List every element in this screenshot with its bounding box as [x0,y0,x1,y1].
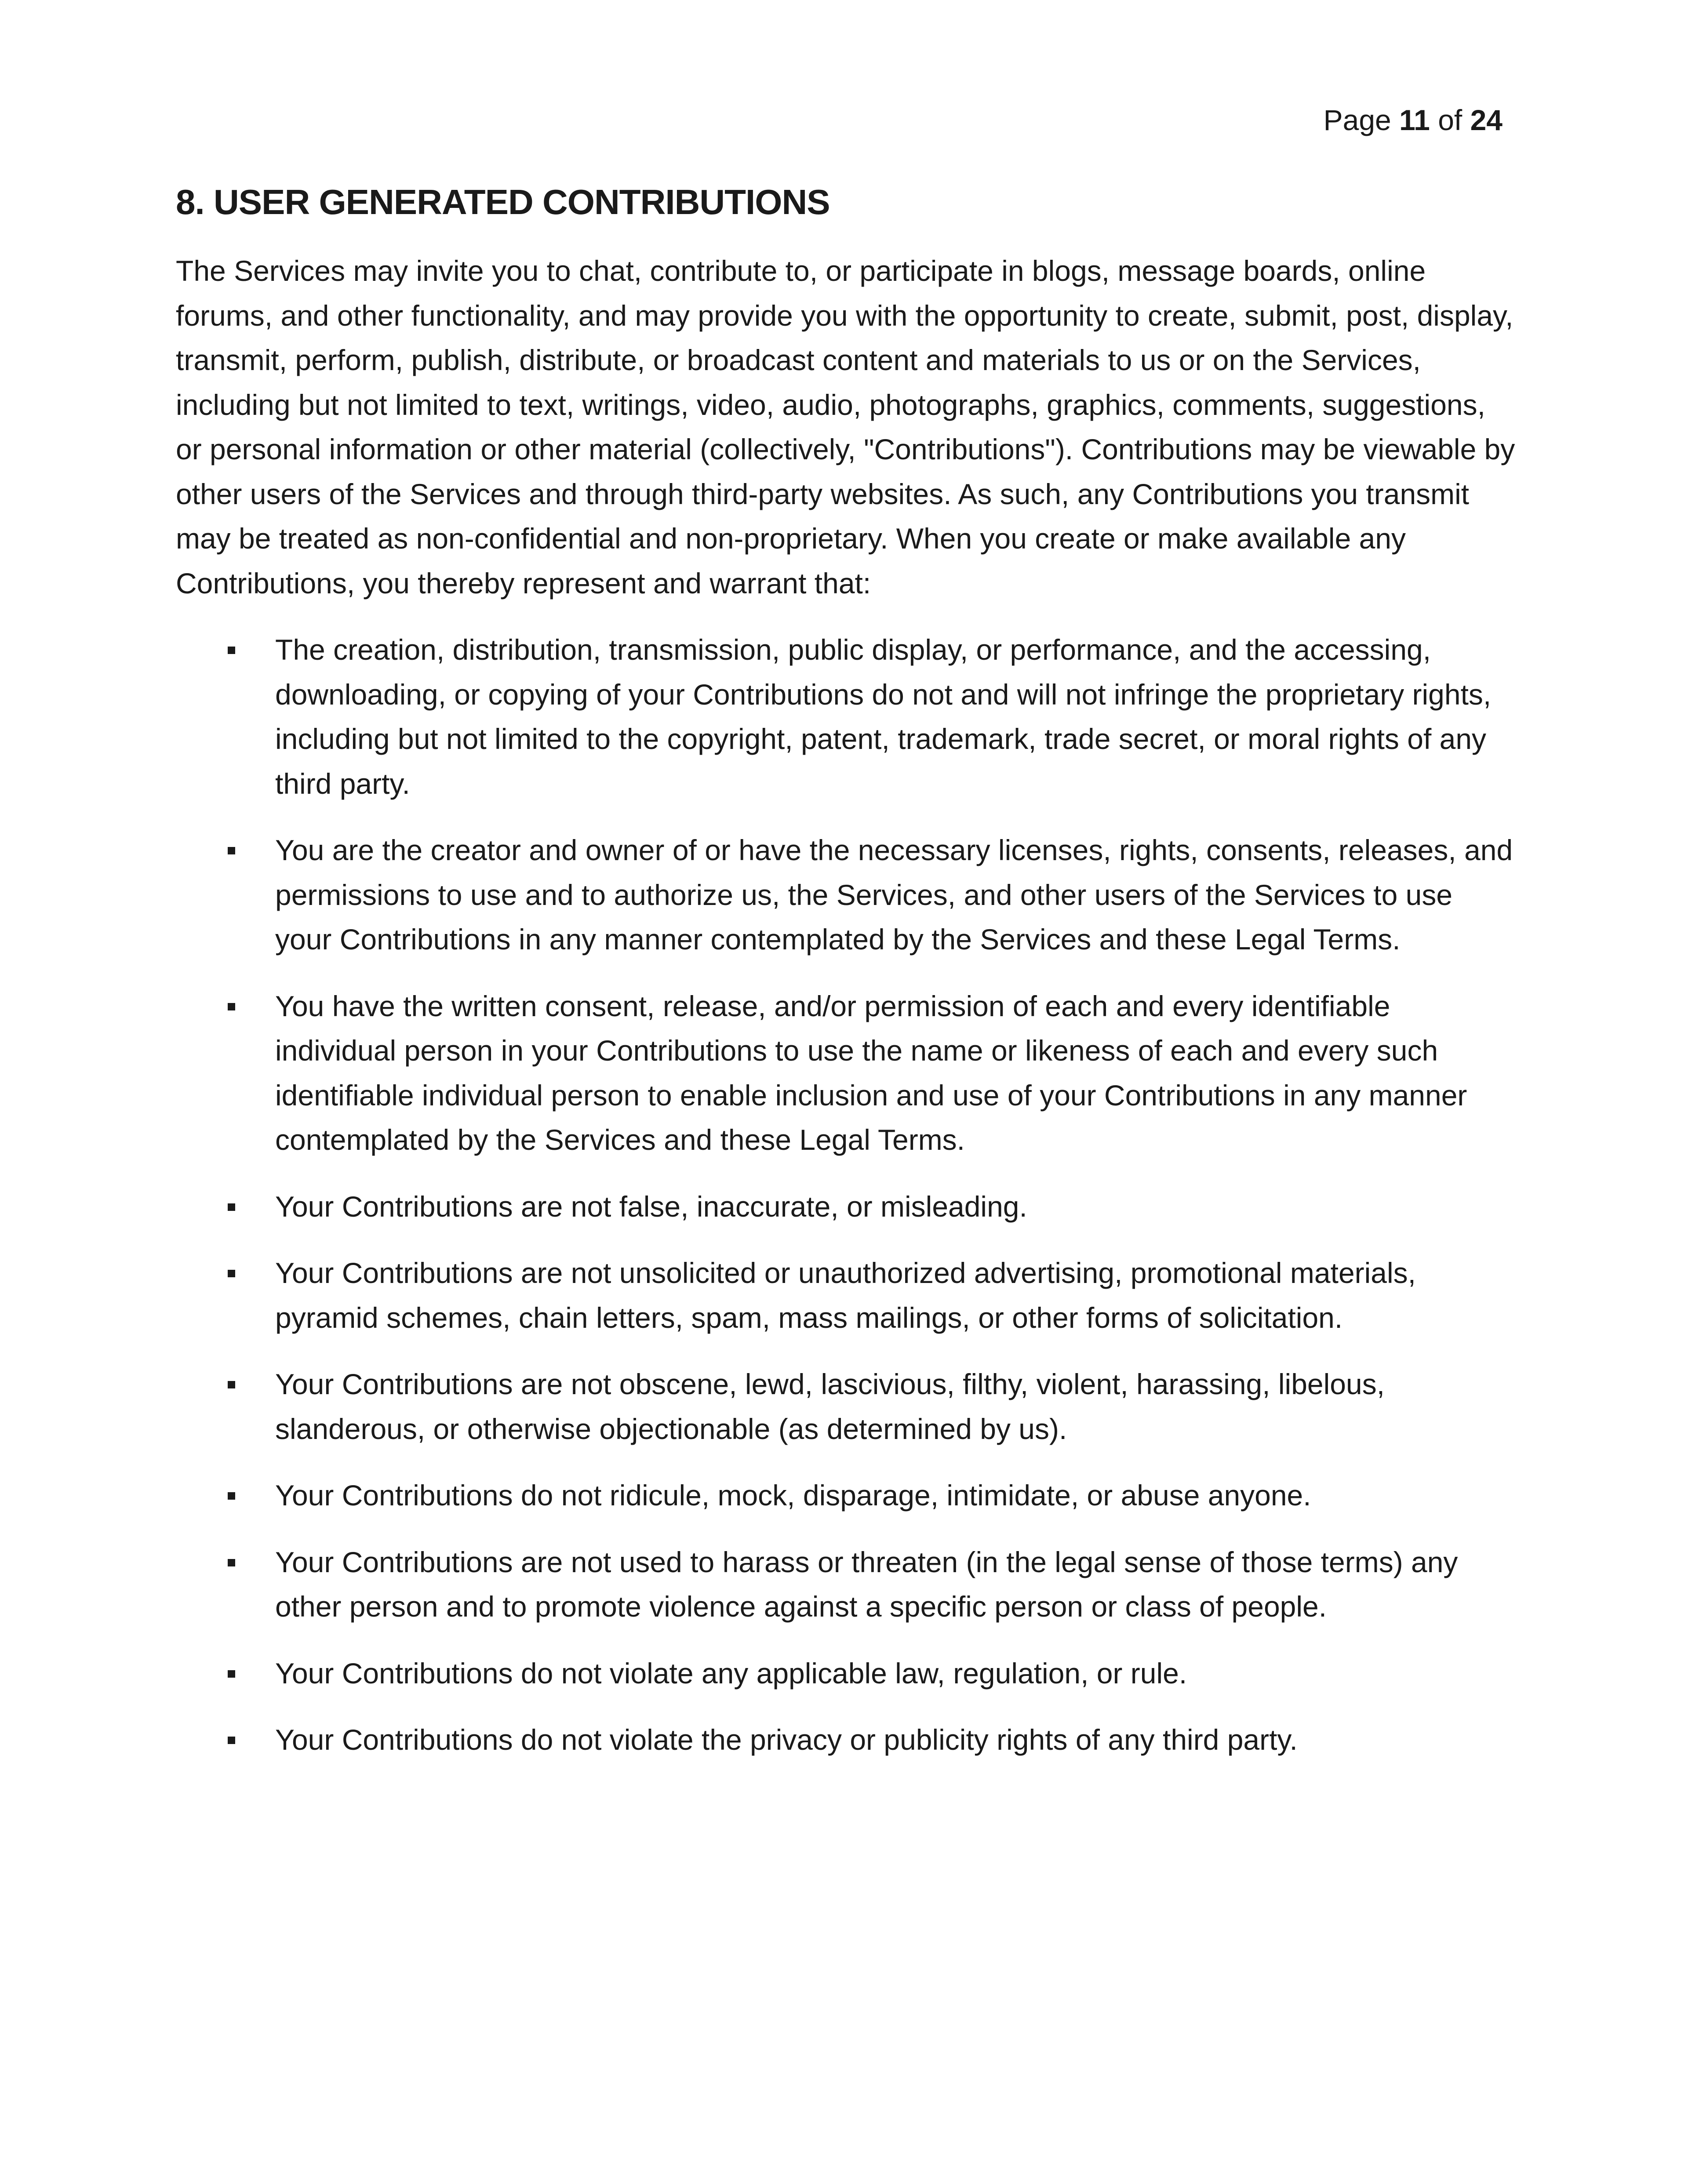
square-bullet-icon [228,1270,235,1277]
square-bullet-icon [228,1003,235,1010]
list-item-text: Your Contributions are not used to harass or threaten (in the legal sense of those terms) any other person and to promote violence against a specific person or class of people. [275,1545,1458,1623]
square-bullet-icon [228,847,235,854]
page-number-total: 24 [1470,104,1502,136]
list-item [176,1251,1517,1340]
list-item [176,628,1517,806]
list-item [176,1185,1517,1229]
section-content [176,176,1517,1784]
list-item [176,1651,1517,1696]
section-intro-paragraph: The Services may invite you to chat, contribute to, or participate in blogs, message boards, online forums, and other functionality, and may provide you with the opportunity to create, submit, post, display, transmit, perform, publish, distribute, or broadcast content and materials to us or on the Services, including but not limited to text, writings, video, audio, photographs, graphics, comments, suggestions, or personal information or other material (collectively, "Contributions"). Contributions may be viewable by other users of the Services and through third-party websites. As such, any Contributions you transmit may be treated as non-confidential and non-proprietary. When you create or make available any Contributions, you thereby represent and warrant that: [176,254,1515,600]
square-bullet-icon [228,1203,235,1211]
square-bullet-icon [228,1737,235,1744]
square-bullet-icon [228,647,235,654]
list-item-text: Your Contributions do not ridicule, mock, disparage, intimidate, or abuse anyone. [275,1479,1311,1512]
list-item [176,1473,1517,1518]
list-item-text: You are the creator and owner of or have the necessary licenses, rights, consents, releases, and permissions to use and to authorize us, the Services, and other users of the Services to use your Contributions in any manner contemplated by the Services and these Legal Terms. [275,834,1513,956]
square-bullet-icon [228,1670,235,1678]
page-number [1324,100,1502,140]
page-number-middle: of [1430,104,1470,136]
list-item [176,1540,1517,1629]
list-item-text: You have the written consent, release, and/or permission of each and every identifiable individual person in your Contributions to use the name or likeness of each and every such identifiable individual person to enable inclusion and use of your Contributions in any manner contemplated by the Services and these Legal Terms. [275,989,1467,1156]
warranty-list [176,628,1517,1762]
list-item-text: Your Contributions do not violate any applicable law, regulation, or rule. [275,1657,1187,1690]
square-bullet-icon [228,1559,235,1566]
page-number-prefix: Page [1323,104,1400,136]
square-bullet-icon [228,1381,235,1388]
page-number-current: 11 [1399,104,1430,136]
list-item-text: Your Contributions are not unsolicited or unauthorized advertising, promotional materials, pyramid schemes, chain letters, spam, mass mailings, or other forms of solicitation. [275,1257,1416,1334]
list-item [176,984,1517,1163]
list-item [176,828,1517,962]
section-title: 8. USER GENERATED CONTRIBUTIONS [176,182,830,222]
list-item [176,1718,1517,1762]
list-item-text: Your Contributions do not violate the privacy or publicity rights of any third party. [275,1723,1298,1756]
square-bullet-icon [228,1492,235,1500]
list-item-text: Your Contributions are not obscene, lewd, lascivious, filthy, violent, harassing, libelous, slanderous, or otherwise objectionable (as determined by us). [275,1368,1385,1445]
list-item [176,1362,1517,1451]
list-item-text: The creation, distribution, transmission, public display, or performance, and the accessing, downloading, or copying of your Contributions do not and will not infringe the proprietary rights, including but not limited to the copyright, patent, trademark, trade secret, or moral rights of any third party. [275,633,1492,800]
list-item-text: Your Contributions are not false, inaccurate, or misleading. [275,1190,1027,1223]
